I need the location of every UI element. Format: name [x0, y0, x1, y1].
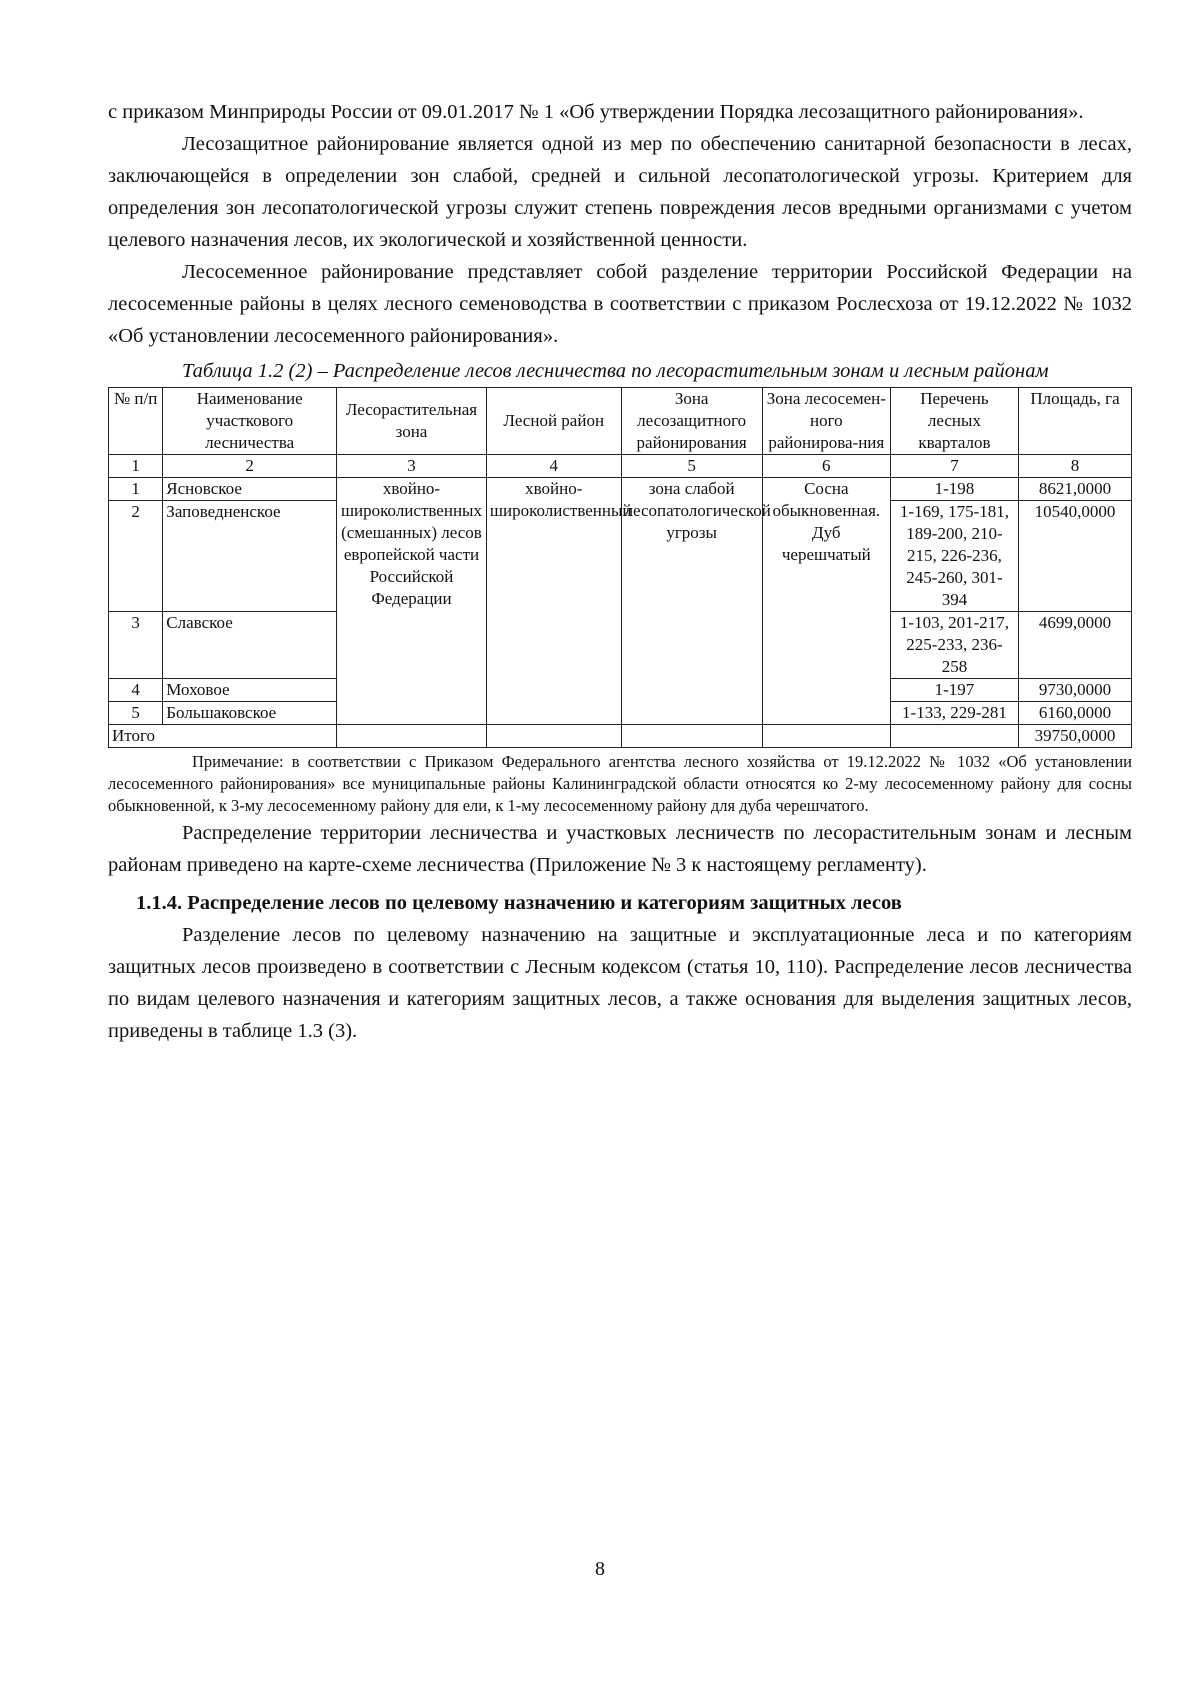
table-note: Примечание: в соответствии с Приказом Федерального агентства лесного хозяйства от 19.12.2022 № 1032 «Об установлении лесосеменного районирования» все муниципальные районы Калининградской области относятся ко 2-му лесосеменному району для сосны обыкновенной, к 3-му лесосеменному району для ели, к 1-му лесосеменному району для дуба черешчатого.: [108, 752, 1132, 815]
col-number: 4: [486, 455, 621, 478]
forest-zones-table: [108, 387, 1132, 748]
row-name: Большаковское: [163, 702, 337, 725]
table-header-row: [109, 388, 1132, 455]
paragraph-4: Распределение территории лесничества и участковых лесничеств по лесорастительным зонам и лесным районам приведено на карте-схеме лесничества (Приложение № 3 к настоящему регламенту).: [108, 822, 1132, 876]
col-number: 7: [890, 455, 1018, 478]
empty-cell: [486, 725, 621, 748]
col-number: 1: [109, 455, 163, 478]
row-num: 1: [109, 478, 163, 501]
row-num: 2: [109, 501, 163, 612]
seed-zone-cell: Сосна обыкновенная. Дуб черешчатый: [762, 478, 890, 725]
total-label: Итого: [109, 725, 337, 748]
table-total-row: [109, 725, 1132, 748]
row-area: 6160,0000: [1019, 702, 1132, 725]
row-area: 10540,0000: [1019, 501, 1132, 612]
document-page: [108, 96, 1132, 1047]
empty-cell: [890, 725, 1018, 748]
paragraph-5: Разделение лесов по целевому назначению на защитные и эксплуатационные леса и по категориям защитных лесов произведено в соответствии с Лесным кодексом (статья 10, 110). Распределение лесов лесничества по видам целевого назначения и категориям защитных лесов, а также основания для выделения защитных лесов, приведены в таблице 1.3 (3).: [108, 924, 1132, 1042]
paragraph-1: с приказом Минприроды России от 09.01.2017 № 1 «Об утверждении Порядка лесозащитного районирования».: [108, 101, 1084, 123]
col-number: 6: [762, 455, 890, 478]
header-seed-zone: Зона лесосемен-ного районирова-ния: [762, 388, 890, 455]
row-quarters: 1-103, 201-217, 225-233, 236-258: [890, 612, 1018, 679]
row-name: Моховое: [163, 679, 337, 702]
table-caption: Таблица 1.2 (2) – Распределение лесов лесничества по лесорастительным зонам и лесным районам: [182, 360, 1049, 382]
header-forest-region: Лесной район: [486, 388, 621, 455]
header-protection-zone: Зона лесозащитного районирования: [621, 388, 762, 455]
empty-cell: [337, 725, 487, 748]
col-number: 5: [621, 455, 762, 478]
total-area: 39750,0000: [1019, 725, 1132, 748]
paragraph-2: Лесозащитное районирование является одной из мер по обеспечению санитарной безопасности в лесах, заключающейся в определении зон слабой, средней и сильной лесопатологической угрозы. Критерием для определения зон лесопатологической угрозы служит степень повреждения лесов вредными организмами с учетом целевого назначения лесов, их экологической и хозяйственной ценности.: [108, 133, 1132, 251]
section-heading: 1.1.4. Распределение лесов по целевому назначению и категориям защитных лесов: [136, 892, 902, 914]
row-num: 5: [109, 702, 163, 725]
row-quarters: 1-133, 229-281: [890, 702, 1018, 725]
veg-zone-cell: хвойно-широколиственных (смешанных) лесов европейской части Российской Федерации: [337, 478, 487, 725]
row-name: Славское: [163, 612, 337, 679]
col-number: 3: [337, 455, 487, 478]
page-number: 8: [595, 1558, 605, 1580]
row-quarters: 1-169, 175-181, 189-200, 210-215, 226-236, 245-260, 301-394: [890, 501, 1018, 612]
header-num: № п/п: [109, 388, 163, 455]
header-area: Площадь, га: [1019, 388, 1132, 455]
row-num: 3: [109, 612, 163, 679]
row-area: 9730,0000: [1019, 679, 1132, 702]
header-veg-zone: Лесорастительная зона: [337, 388, 487, 455]
empty-cell: [762, 725, 890, 748]
col-number: 8: [1019, 455, 1132, 478]
row-area: 4699,0000: [1019, 612, 1132, 679]
header-quarters: Перечень лесных кварталов: [890, 388, 1018, 455]
header-name: Наименование участкового лесничества: [163, 388, 337, 455]
col-number: 2: [163, 455, 337, 478]
empty-cell: [621, 725, 762, 748]
row-area: 8621,0000: [1019, 478, 1132, 501]
row-num: 4: [109, 679, 163, 702]
protection-zone-cell: зона слабой лесопатологической угрозы: [621, 478, 762, 725]
forest-region-cell: хвойно-широколиственный: [486, 478, 621, 725]
row-quarters: 1-197: [890, 679, 1018, 702]
row-name: Заповедненское: [163, 501, 337, 612]
row-name: Ясновское: [163, 478, 337, 501]
table-row: [109, 478, 1132, 501]
table-column-numbers-row: [109, 455, 1132, 478]
row-quarters: 1-198: [890, 478, 1018, 501]
paragraph-3: Лесосеменное районирование представляет собой разделение территории Российской Федерации на лесосеменные районы в целях лесного семеноводства в соответствии с приказом Рослесхоза от 19.12.2022 № 1032 «Об установлении лесосеменного районирования».: [108, 261, 1132, 347]
